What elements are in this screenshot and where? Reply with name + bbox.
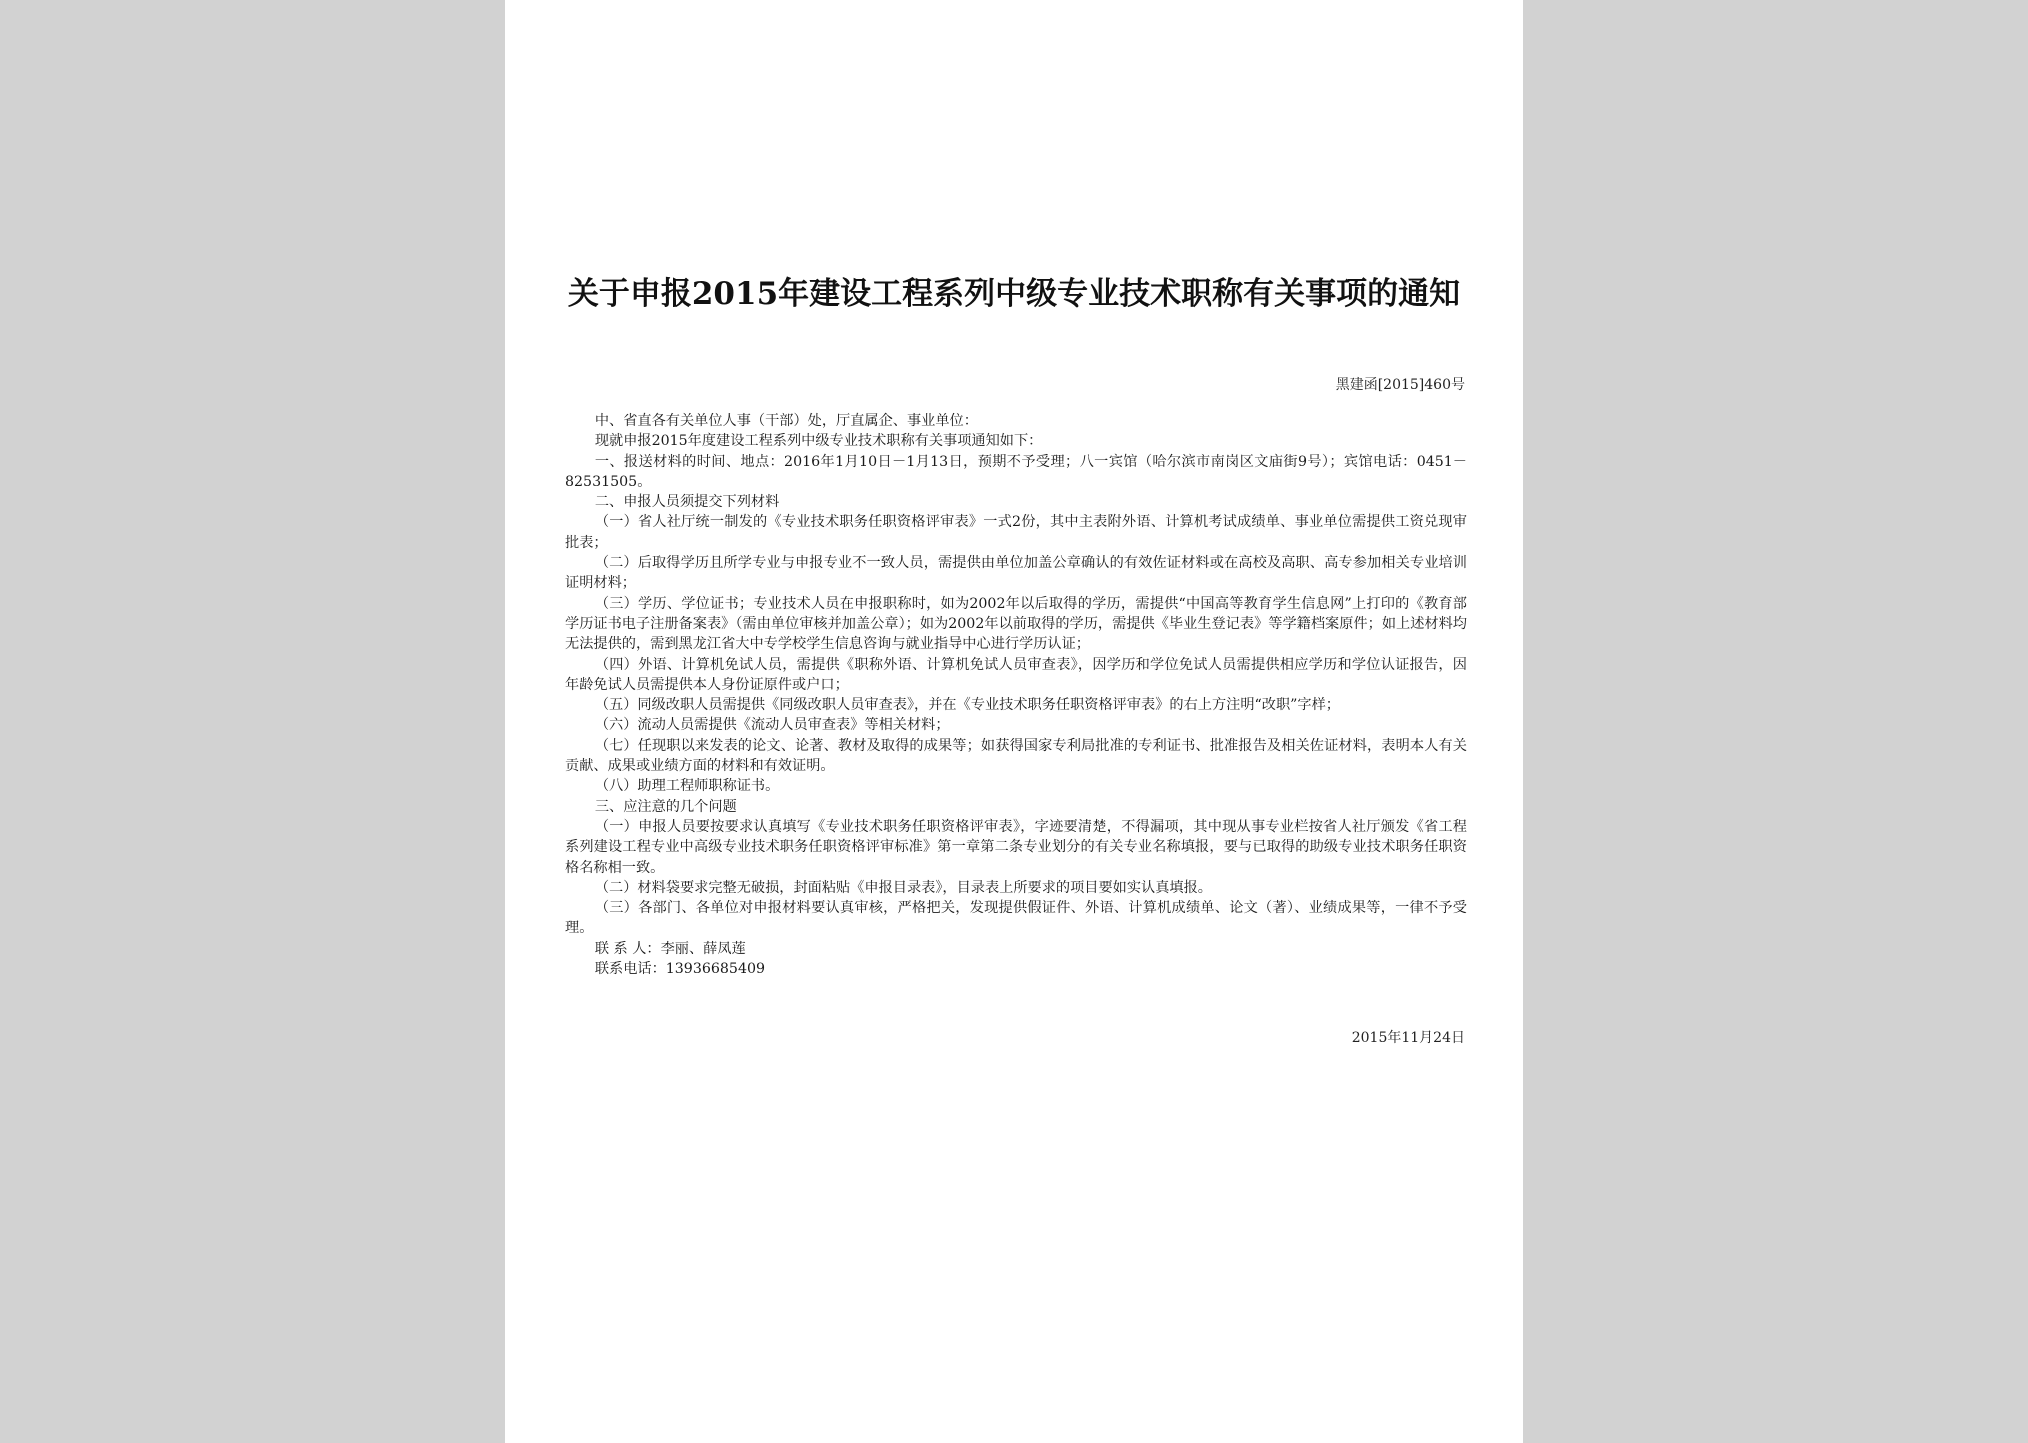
paragraph: （八）助理工程师职称证书。 [594,778,780,795]
document-body [565,411,1467,979]
paragraph: （五）同级改职人员需提供《同级改职人员审查表》，并在《专业技术职务任职资格评审表》的右上方注明“改职”字样； [594,697,1340,714]
paragraph: 中、省直各有关单位人事（干部）处，厅直属企、事业单位： [594,413,978,429]
document-number: 黑建函[2015]460号 [1335,377,1465,393]
paragraph: （一）省人社厅统一制发的《专业技术职务任职资格评审表》一式2份，其中主表附外语、计算机考试成绩单、事业单位需提供工资兑现审批表； [565,514,1467,551]
document-date: 2015年11月24日 [1351,1030,1465,1046]
document-page [505,0,1523,1443]
paragraph: 一、报送材料的时间、地点：2016年1月10日－1月13日，预期不予受理；八一宾馆（哈尔滨市南岗区文庙街9号）；宾馆电话：0451－82531505。 [565,453,1467,490]
paragraph: 二、申报人员须提交下列材料 [594,494,780,511]
paragraph: 现就申报2015年度建设工程系列中级专业技术职称有关事项通知如下： [594,433,1043,450]
paragraph: （三）各部门、各单位对申报材料要认真审核，严格把关，发现提供假证件、外语、计算机成绩单、论文（著）、业绩成果等，一律不予受理。 [565,900,1467,937]
paragraph: （二）材料袋要求完整无破损，封面粘贴《申报目录表》，目录表上所要求的项目要如实认真填报。 [594,879,1212,896]
paragraph: （四）外语、计算机免试人员，需提供《职称外语、计算机免试人员审查表》，因学历和学位免试人员需提供相应学历和学位认证报告，因年龄免试人员需提供本人身份证原件或户口； [565,656,1467,693]
paragraph: （一）申报人员要按要求认真填写《专业技术职务任职资格评审表》，字迹要清楚，不得漏项，其中现从事专业栏按省人社厅颁发《省工程系列建设工程专业中高级专业技术职务任职资格评审标准》第一章第二条专业划分的有关专业名称填报，要与已取得的助级专业技术职务任职资格名称相一致。 [565,818,1467,876]
contact-phone: 联系电话：13936685409 [594,961,766,978]
paragraph: （六）流动人员需提供《流动人员审查表》等相关材料； [594,717,950,734]
paragraph: （三）学历、学位证书；专业技术人员在申报职称时，如为2002年以后取得的学历，需提供“中国高等教育学生信息网”上打印的《教育部学历证书电子注册备案表》（需由单位审核并加盖公章）；如为2002年以前取得的学历，需提供《毕业生登记表》等学籍档案原件；如上述材料均无法提供的，需到黑龙江省大中专学校学生信息咨询与就业指导中心进行学历认证； [565,595,1467,653]
paragraph: 三、应注意的几个问题 [594,798,737,815]
contact-person: 联 系 人：李丽、薛凤莲 [594,940,746,957]
paragraph: （二）后取得学历且所学专业与申报专业不一致人员，需提供由单位加盖公章确认的有效佐证材料或在高校及高职、高专参加相关专业培训证明材料； [565,555,1467,592]
paragraph: （七）任现职以来发表的论文、论著、教材及取得的成果等；如获得国家专利局批准的专利证书、批准报告及相关佐证材料，表明本人有关贡献、成果或业绩方面的材料和有效证明。 [565,737,1467,775]
document-title: 关于申报2015年建设工程系列中级专业技术职称有关事项的通知 [567,276,1461,312]
